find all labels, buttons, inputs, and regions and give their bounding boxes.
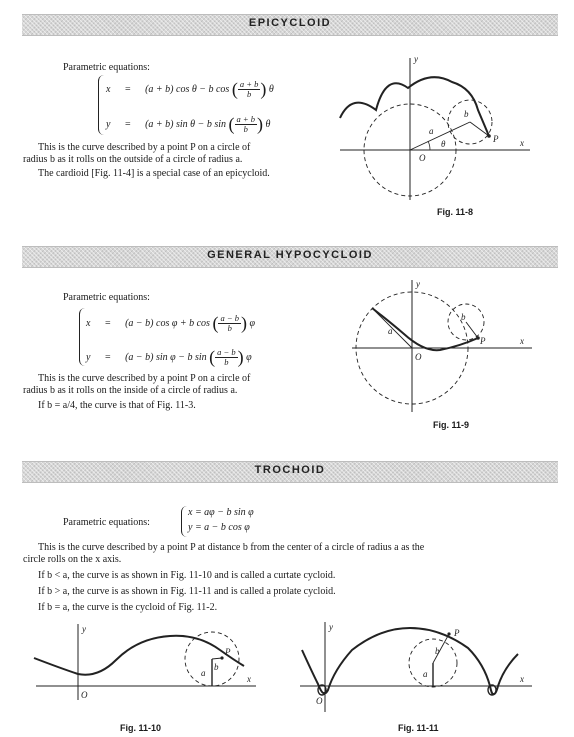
label-b: b [464,109,469,119]
param-label: Parametric equations: [63,517,150,528]
label-o: O [419,153,426,163]
eq-var: y [106,118,111,130]
label-theta: θ [441,139,446,149]
description-line: circle rolls on the x axis. [23,554,122,565]
eq-tail: φ [249,317,255,329]
label-b: b [214,662,219,672]
label-y: y [414,54,418,64]
equation-x: x = (a − b) cos φ + b cos ( $\frac{a - b}{b}$ ) φ [86,313,255,333]
equation-y: y = (a − b) sin φ − b sin ( $\frac{a - b}{b}$ ) φ [86,347,252,367]
eq-var: y [86,351,91,363]
point-p [447,632,450,635]
eq-lhs: (a − b) sin φ − b sin [125,351,207,363]
figure-caption: Fig. 11-11 [398,723,439,733]
label-x: x [520,674,524,684]
description-line: This is the curve described by a point P on a circle of [38,373,251,384]
eq-num: a + b [239,79,259,89]
eq-den: b [246,89,252,99]
case-line: If b = a, the curve is the cycloid of Fig. 11-2. [38,602,218,613]
label-p: P [493,134,499,144]
section-title: TROCHOID [254,464,326,476]
eq-num: a − b [217,347,236,357]
label-o: O [316,696,323,706]
param-label: Parametric equations: [63,292,150,303]
figure-caption: Fig. 11-9 [433,420,470,430]
description-line: This is the curve described by a point P at distance b from the center of a circle of radius a as the [38,542,425,553]
eq-den: b [224,357,229,367]
label-a: a [429,126,434,136]
description-line: The cardioid [Fig. 11-4] is a special case of an epicycloid. [38,168,270,179]
eq-lhs: (a + b) sin θ − b sin [145,118,227,130]
equation-y: y = (a + b) sin θ − b sin ( $\frac{a + b}{b}$ ) θ [106,114,271,134]
eq-num: a + b [236,114,256,124]
eq-tail: θ [265,118,271,130]
label-p: P [454,628,460,638]
label-a: a [388,326,393,336]
case-line: If b > a, the curve is as shown in Fig. 11-11 and is called a prolate cycloid. [38,586,336,597]
description-line: radius b as it rolls on the outside of a circle of radius a. [23,154,243,165]
label-p: P [225,647,231,657]
label-p: P [480,336,486,346]
figure-caption: Fig. 11-10 [120,723,162,733]
figure-caption: Fig. 11-8 [437,207,474,217]
label-y: y [329,622,333,632]
description-line: radius b as it rolls on the inside of a circle of radius a. [23,385,238,396]
eq-var: x [86,317,91,329]
section-title: GENERAL HYPOCYCLOID [207,249,373,261]
label-o: O [81,690,88,700]
label-x: x [520,336,524,346]
eq-tail: θ [268,83,274,95]
label-x: x [247,674,251,684]
eq-den: b [243,124,248,134]
label-o: O [415,352,422,362]
eq-num: a − b [220,313,239,323]
eq-tail: φ [246,351,252,363]
section-title: EPICYCLOID [248,17,332,29]
param-label: Parametric equations: [63,62,150,73]
eq-den: b [227,323,232,333]
equation-x: x = (a + b) cos θ − b cos ( $\frac{a + b}{b}$ ) θ [106,79,274,99]
description-line: This is the curve described by a point P on a circle of [38,142,251,153]
eq-lhs: (a + b) cos θ − b cos [145,83,230,95]
label-y: y [416,279,420,289]
eq-var: x [106,83,111,95]
label-x: x [520,138,524,148]
case-line: If b < a, the curve is as shown in Fig. 11-10 and is called a curtate cycloid. [38,570,336,581]
equation-y: y = a − b cos φ [188,522,250,533]
label-a: a [201,668,206,678]
label-b: b [461,312,466,322]
description-line: If b = a/4, the curve is that of Fig. 11-3. [38,400,196,411]
label-a: a [423,669,428,679]
equation-x: x = aφ − b sin φ [188,507,254,518]
eq-lhs: (a − b) cos φ + b cos [125,317,210,329]
prolate-cycloid-curve [302,628,518,694]
label-y: y [82,624,86,634]
label-b: b [435,646,440,656]
